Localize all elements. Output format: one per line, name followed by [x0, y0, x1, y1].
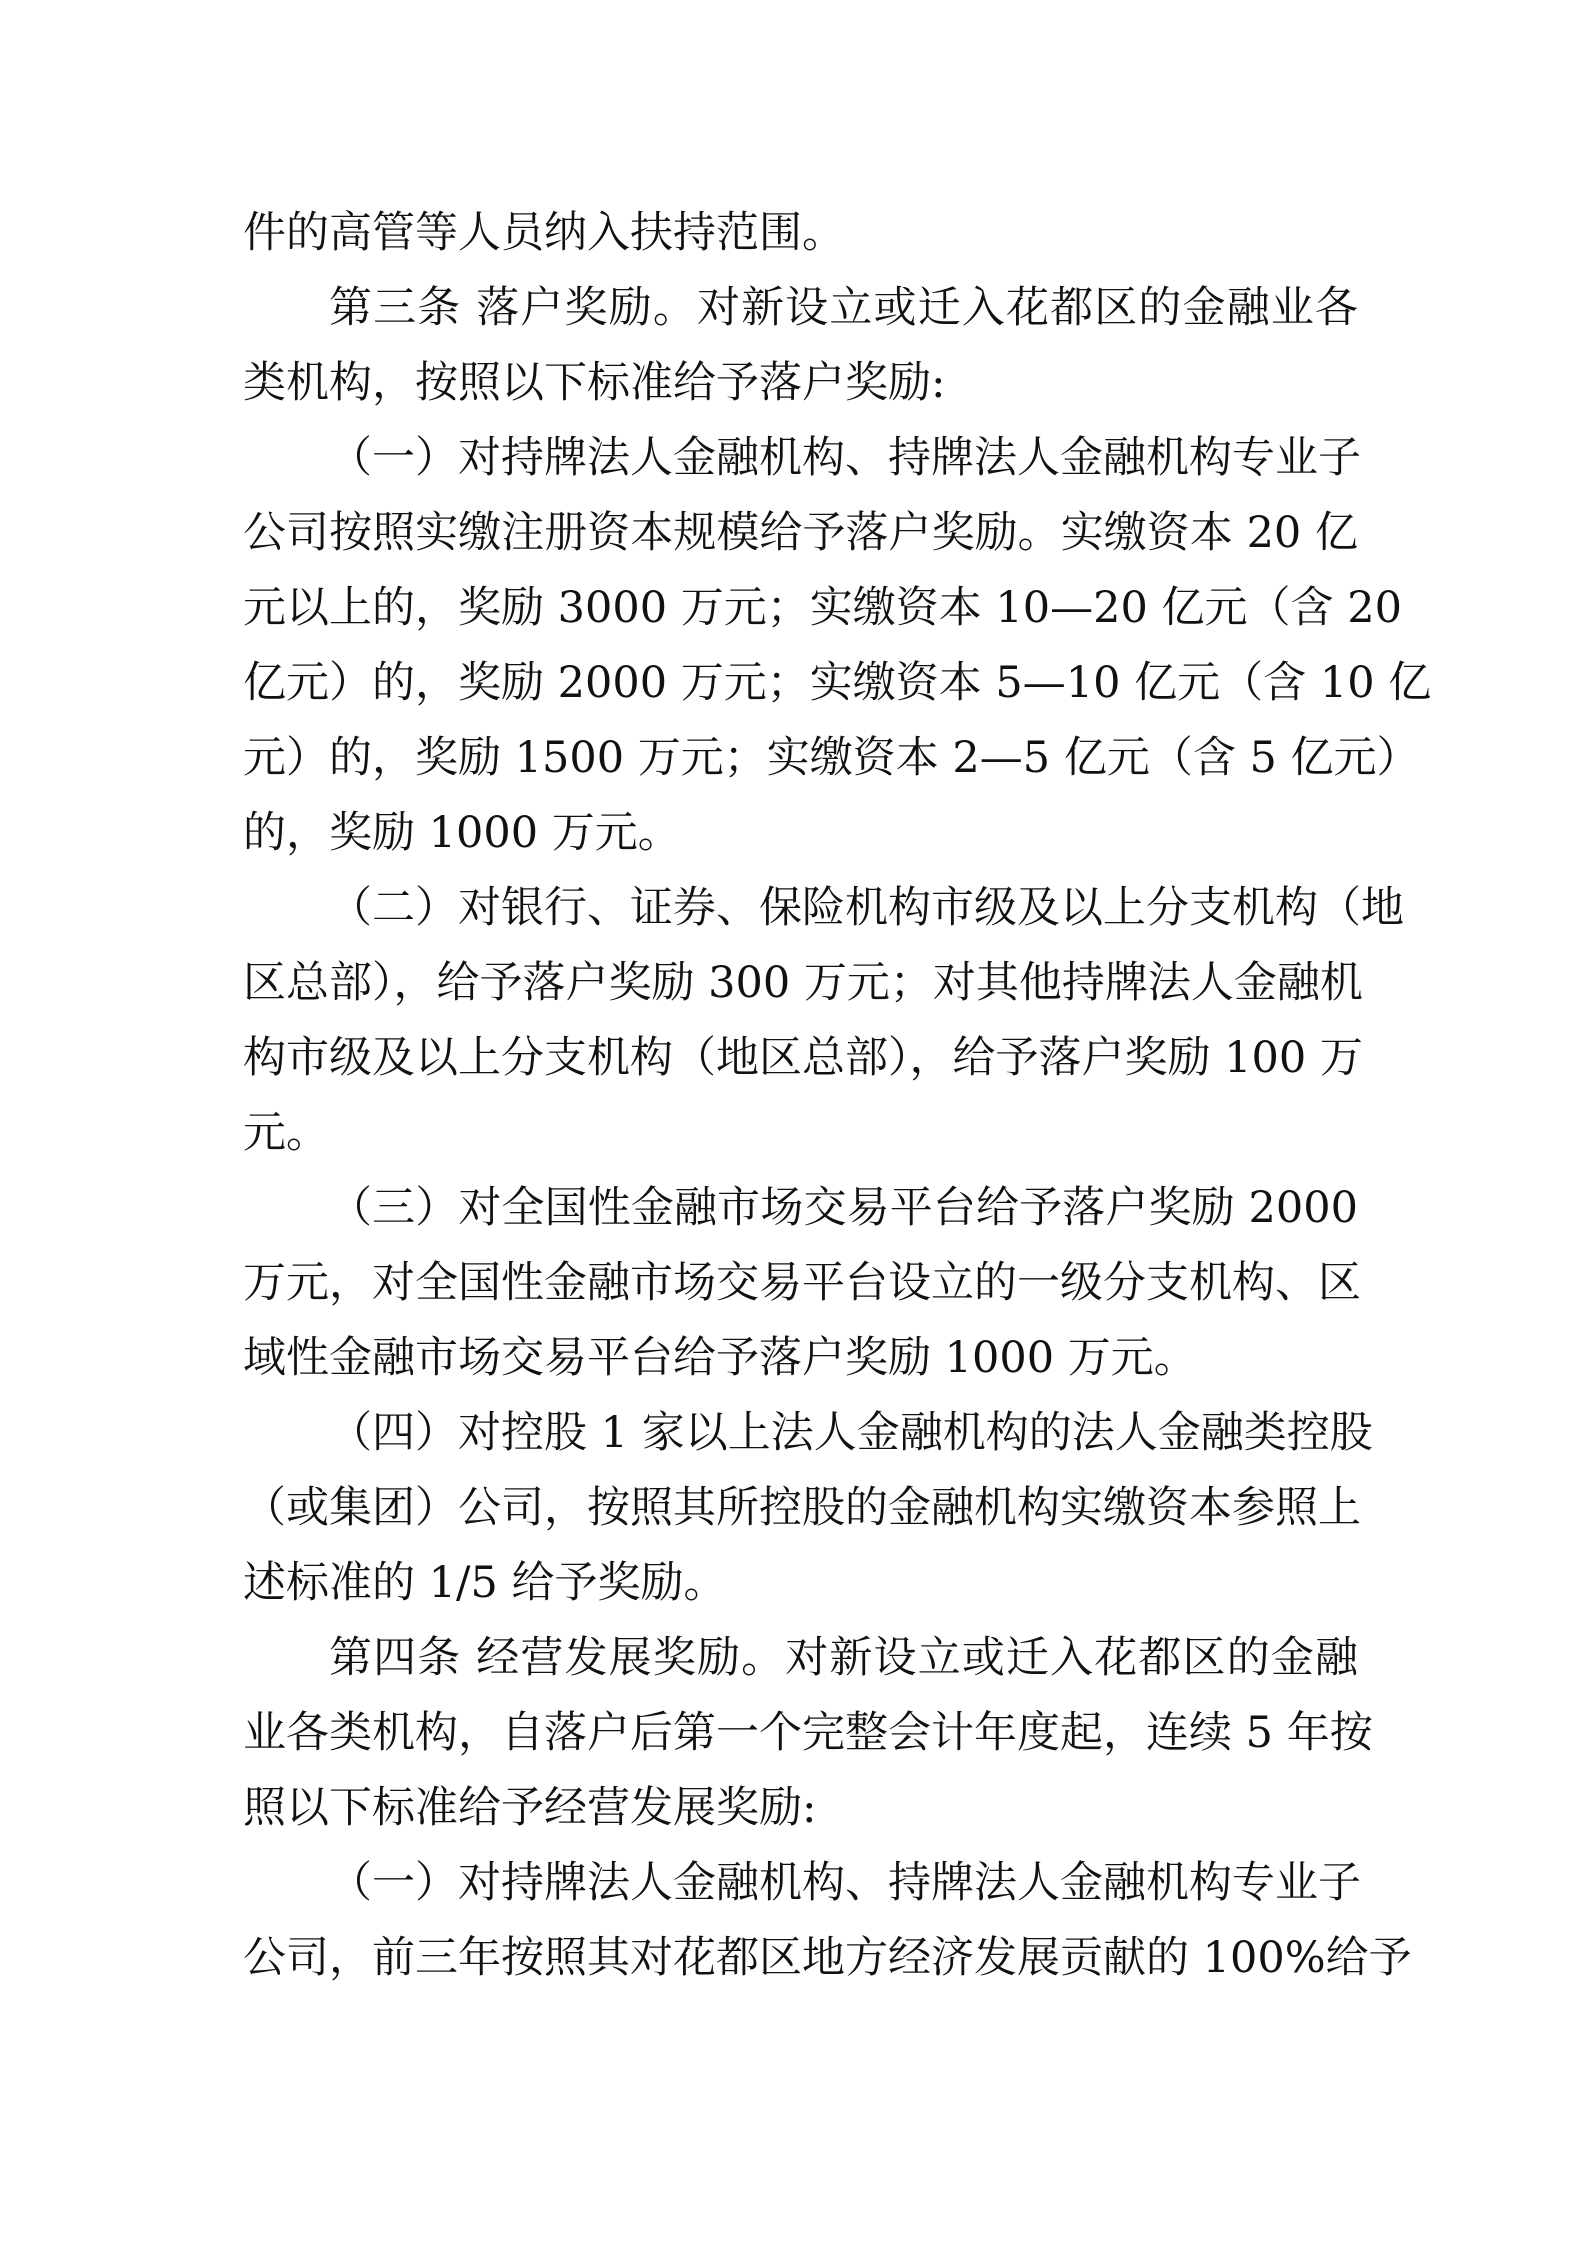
text-line: 元。: [243, 1108, 329, 1158]
text-line: 亿元）的，奖励 2000 万元；实缴资本 5—10 亿元（含 10 亿: [243, 658, 1432, 708]
clause-line: （二）对银行、证券、保险机构市级及以上分支机构（地: [329, 883, 1404, 933]
clause-line: （一）对持牌法人金融机构、持牌法人金融机构专业子: [329, 433, 1361, 483]
text-line: 区总部），给予落户奖励 300 万元；对其他持牌法人金融机: [243, 958, 1363, 1008]
text-line: 公司按照实缴注册资本规模给予落户奖励。实缴资本 20 亿: [243, 508, 1358, 558]
text-line: 照以下标准给予经营发展奖励:: [243, 1783, 817, 1833]
clause-line: （一）对持牌法人金融机构、持牌法人金融机构专业子: [329, 1858, 1361, 1908]
article-heading-line: 第四条 经营发展奖励。对新设立或迁入花都区的金融: [329, 1633, 1358, 1683]
text-line: 件的高管等人员纳入扶持范围。: [243, 208, 845, 258]
text-line: 构市级及以上分支机构（地区总部），给予落户奖励 100 万: [243, 1033, 1363, 1083]
text-line: 元以上的，奖励 3000 万元；实缴资本 10—20 亿元（含 20: [243, 583, 1402, 633]
text-line: 公司，前三年按照其对花都区地方经济发展贡献的 100%给予: [243, 1933, 1412, 1983]
text-line: （或集团）公司，按照其所控股的金融机构实缴资本参照上: [243, 1483, 1361, 1533]
article-heading-line: 第三条 落户奖励。对新设立或迁入花都区的金融业各: [329, 283, 1358, 333]
text-line: 述标准的 1/5 给予奖励。: [243, 1558, 727, 1608]
document-body: [243, 196, 1432, 1996]
text-line: 类机构，按照以下标准给予落户奖励:: [243, 358, 946, 408]
text-line: 域性金融市场交易平台给予落户奖励 1000 万元。: [243, 1333, 1197, 1383]
text-line: 的，奖励 1000 万元。: [243, 808, 681, 858]
text-line: 元）的，奖励 1500 万元；实缴资本 2—5 亿元（含 5 亿元）: [243, 733, 1420, 783]
text-line: 业各类机构，自落户后第一个完整会计年度起，连续 5 年按: [243, 1708, 1373, 1758]
clause-line: （四）对控股 1 家以上法人金融机构的法人金融类控股: [329, 1408, 1373, 1458]
text-line: 万元，对全国性金融市场交易平台设立的一级分支机构、区: [243, 1258, 1361, 1308]
clause-line: （三）对全国性金融市场交易平台给予落户奖励 2000: [329, 1183, 1358, 1233]
